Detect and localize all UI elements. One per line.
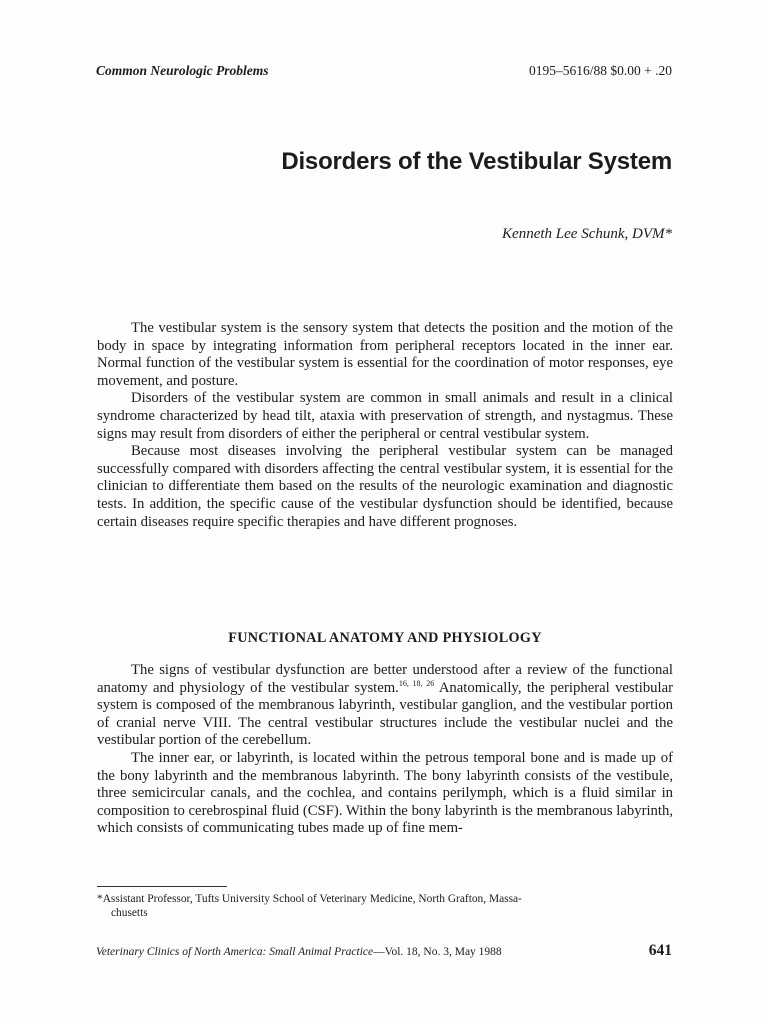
running-header-title: Common Neurologic Problems: [96, 63, 269, 78]
paragraph: Because most diseases involving the peripheral vestibular system can be managed successfully compared with disorders affecting the central vestibular system, it is essential for the clinician to differentiate them based on the results of the neurologic examination and diagnostic tests. In addition, the specific cause of the vestibular dysfunction should be identified, because certain diseases require specific therapies and have different prognoses.: [97, 443, 673, 530]
author-byline: Kenneth Lee Schunk, DVM*: [502, 226, 672, 242]
running-header-code: 0195–5616/88 $0.00 + .20: [529, 63, 672, 78]
footnote: [97, 892, 673, 920]
paragraph: The inner ear, or labyrinth, is located within the petrous temporal bone and is made up of the bony labyrinth and the membranous labyrinth. The bony labyrinth consists of the vestibule, three semicircular canals, and the cochlea, and contains perilymph, which is a fluid similar in composition to cerebrospinal fluid (CSF). Within the bony labyrinth is the membranous labyrinth, which consists of communicating tubes made up of fine mem-: [97, 749, 673, 837]
paragraph-text: The signs of vestibular dysfunction are better understood after a review of the functional anatomy and physiology of the vestibular system.: [97, 662, 673, 696]
paragraph: [97, 662, 673, 750]
journal-volume: —Vol. 18, No. 3, May 1988: [373, 946, 502, 958]
journal-citation: [96, 946, 502, 958]
page-number: 641: [648, 942, 672, 959]
article-title: Disorders of the Vestibular System: [281, 148, 672, 175]
paragraph: The vestibular system is the sensory system that detects the position and the motion of the body in space by integrating information from peripheral receptors located in the inner ear. Normal function of the vestibular system is essential for the coordination of motor responses, eye movement, and posture.: [97, 320, 673, 389]
paragraph-text: Anatomically, the peripheral vestibular system is composed of the membranous labyrinth, vestibular ganglion, and the vestibular portion of cranial nerve VIII. The central vestibular structures include the vestibular nuclei and the vestibular portion of the cerebellum.: [97, 679, 673, 749]
section-heading: FUNCTIONAL ANATOMY AND PHYSIOLOGY: [228, 630, 542, 646]
section-text: [97, 662, 673, 838]
journal-name: Veterinary Clinics of North America: Small Animal Practice: [96, 946, 374, 958]
footnote-line: *Assistant Professor, Tufts University School of Veterinary Medicine, North Grafton, Massa-: [97, 893, 522, 905]
reference-superscript: 16, 18, 26: [398, 678, 435, 688]
intro-text: [97, 320, 673, 531]
paragraph: Disorders of the vestibular system are common in small animals and result in a clinical syndrome characterized by head tilt, ataxia with preservation of strength, and nystagmus. These signs may result from disorders of either the peripheral or central vestibular system.: [97, 390, 673, 442]
footnote-rule: [97, 886, 227, 887]
footnote-line: chusetts: [111, 907, 148, 919]
